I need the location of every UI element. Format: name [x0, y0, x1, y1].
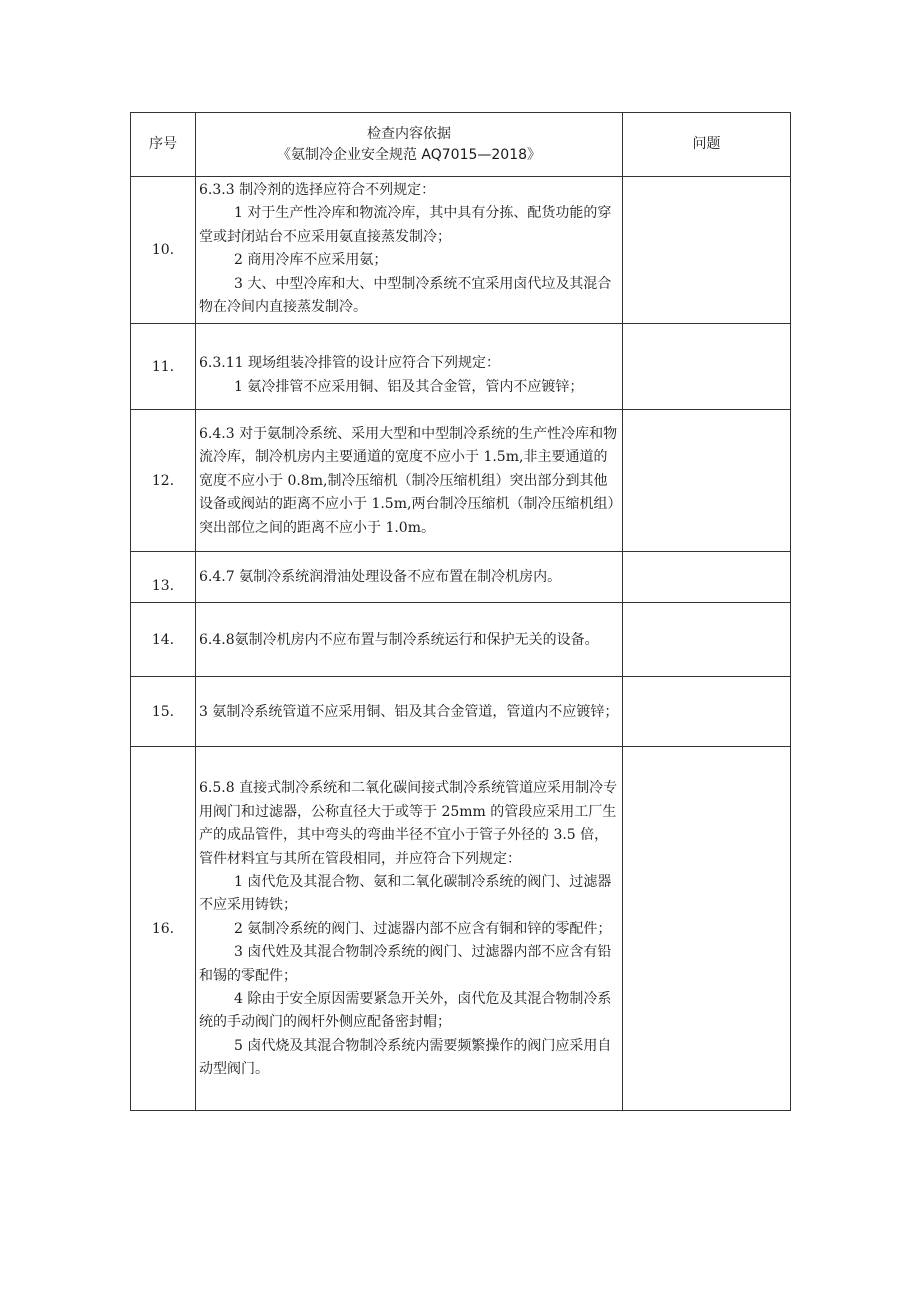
header-basis-standard: 《氨制冷企业安全规范 AQ7015—2018》: [276, 146, 542, 163]
basis-paragraph: 4 除由于安全原因需要紧急开关外，卤代危及其混合物制冷系统的手动阀门的阀杆外侧应配备密封帽；: [199, 991, 612, 1031]
inspection-checklist-table: [130, 112, 791, 1111]
row-number: 14.: [131, 603, 196, 677]
table-header-row: [131, 113, 791, 177]
row-number: 15.: [131, 677, 196, 747]
basis-paragraph: 6.3.11 现场组装冷排管的设计应符合下列规定：: [199, 355, 500, 372]
table-row: [131, 677, 791, 747]
table-row: [131, 552, 791, 603]
row-number: 11.: [131, 324, 196, 410]
basis-paragraph: 6.5.8 直接式制冷系统和二氧化碳间接式制冷系统管道应采用制冷专用阀门和过滤器，公称直径大于或等于 25mm 的管段应采用工厂生产的成品管件，其中弯头的弯曲半径不宜小于管子外径的 3.5 倍，管件材料宜与其所在管段相同，并应符合下列规定：: [199, 780, 618, 867]
basis-paragraph: 6.4.8氨制冷机房内不应布置与制冷系统运行和保护无关的设备。: [199, 631, 599, 648]
basis-paragraph: 2 氨制冷系统的阀门、过滤器内部不应含有铜和锌的零配件；: [234, 920, 612, 937]
row-number: 12.: [131, 410, 196, 552]
row-basis-cell: [196, 603, 623, 677]
row-issue-cell[interactable]: [623, 603, 791, 677]
row-basis-cell: [196, 747, 623, 1111]
row-basis-cell: [196, 410, 623, 552]
basis-paragraph: 3 大、中型冷库和大、中型制冷系统不宜采用卤代垃及其混合物在冷间内直接蒸发制冷。: [199, 275, 612, 316]
table-row: [131, 410, 791, 552]
basis-paragraph: 1 卤代危及其混合物、氨和二氧化碳制冷系统的阀门、过滤器不应采用铸铁；: [199, 873, 612, 914]
basis-paragraph: 1 氨冷排管不应采用铜、铝及其合金管，管内不应镀锌；: [234, 378, 584, 395]
row-basis-cell: [196, 177, 623, 324]
basis-paragraph: 3 卤代姓及其混合物制冷系统的阀门、过滤器内部不应含有铅和锡的零配件；: [199, 944, 612, 984]
basis-paragraph: 2 商用冷库不应采用氨；: [234, 252, 388, 269]
row-number: 10.: [131, 177, 196, 324]
row-issue-cell[interactable]: [623, 324, 791, 410]
row-issue-cell[interactable]: [623, 552, 791, 603]
header-basis-title: 检查内容依据: [367, 125, 451, 142]
header-issue: 问题: [623, 113, 791, 177]
basis-paragraph: 1 对于生产性冷库和物流冷库，其中具有分拣、配货功能的穿堂或封闭站台不应采用氨直接蒸发制冷；: [199, 205, 612, 245]
row-number: 13.: [131, 552, 196, 603]
basis-paragraph: 6.4.7 氨制冷系统润滑油处理设备不应布置在制冷机房内。: [199, 569, 562, 586]
basis-paragraph: 3 氨制冷系统管道不应采用铜、铝及其合金管道，管道内不应镀锌；: [199, 703, 619, 720]
row-basis-cell: [196, 677, 623, 747]
row-basis-cell: [196, 552, 623, 603]
basis-paragraph: 6.3.3 制冷剂的选择应符合不列规定：: [199, 182, 436, 198]
table-row: [131, 747, 791, 1111]
table-row: [131, 177, 791, 324]
row-issue-cell[interactable]: [623, 410, 791, 552]
row-issue-cell[interactable]: [623, 677, 791, 747]
table-row: [131, 603, 791, 677]
basis-paragraph: 6.4.3 对于氨制冷系统、采用大型和中型制冷系统的生产性冷库和物流冷库，制冷机房内主要通道的宽度不应小于 1.5m,非主要通道的宽度不应小于 0.8m,制冷压缩机（制冷压缩机组）突出部分到其他设备或阀站的距离不应小于 1.5m,两台制冷压缩机（制冷压缩机组）突出部位之间的距离不应小于 1.0m。: [199, 425, 618, 536]
row-basis-cell: [196, 324, 623, 410]
basis-paragraph: 5 卤代烧及其混合物制冷系统内需要频繁操作的阀门应采用自动型阀门。: [199, 1037, 612, 1078]
header-serial-number: 序号: [131, 113, 196, 177]
table-row: [131, 324, 791, 410]
row-number: 16.: [131, 747, 196, 1111]
row-issue-cell[interactable]: [623, 747, 791, 1111]
header-inspection-basis: [196, 113, 623, 177]
row-issue-cell[interactable]: [623, 177, 791, 324]
